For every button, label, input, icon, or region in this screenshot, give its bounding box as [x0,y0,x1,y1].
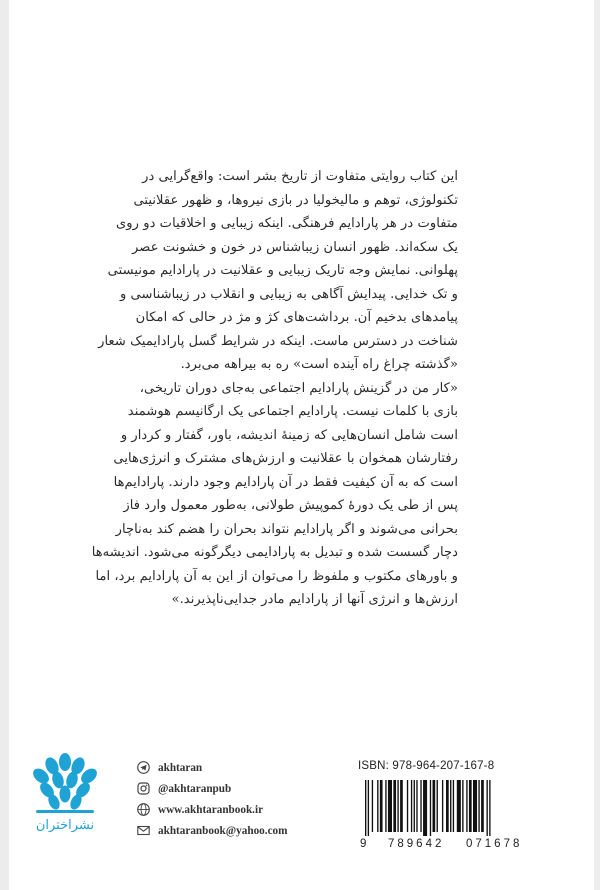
publisher-logo [30,752,100,833]
barcode-bar [411,780,412,832]
text-line: پس از طی یک دورهٔ کموپیش طولانی، به‌طور معمول وارد فاز [123,498,458,513]
instagram-icon [136,782,150,796]
barcode-right-digits: 071678 [466,838,523,850]
barcode-bar [453,780,454,832]
barcode-bar [365,780,366,836]
barcode-bar [489,780,490,836]
barcode-bar [462,780,463,832]
barcode-bar [393,780,396,832]
barcode-bar [457,780,461,832]
text-line: بحرانی می‌شوند و اگر پارادایم نتواند بحران را هضم کند به‌ناچار [115,521,458,537]
page-edge-right [594,0,600,890]
text-line: پیامدهای بدخیم آن. برداشت‌های کژ و مژ در حالی که امکان [135,310,458,325]
contact-website[interactable] [136,799,336,820]
barcode-bar [466,780,467,832]
text-line: این کتاب روایتی متفاوت از تاریخ بشر است: واقع‌گرایی در [142,169,458,184]
barcode-bar [469,780,472,832]
barcode-bar [420,780,421,832]
text-line: رفتارشان همخوان با عقلانیت و ارزش‌های مشترک و انرژی‌هایی [113,451,458,466]
barcode [363,780,540,836]
text-line: پهلوانی. نمایش وجه تاریک زیبایی و عقلانیت در پارادایم مونیستی [107,263,458,278]
contact-text: @akhtaranpub [158,782,232,795]
barcode-bar [414,780,415,832]
barcode-bar [423,780,427,836]
barcode-left-digits: 789642 [388,838,445,850]
paragraph-1 [98,165,458,377]
barcode-bar [478,780,479,832]
text-line: تکنولوژی، توهم و مالیخولیا در بازی نیروها، و ظهور عقلانیتی [133,192,458,208]
barcode-bar [385,780,386,832]
barcode-bar [388,780,392,832]
contact-email[interactable] [136,820,336,841]
barcode-bar [473,780,477,832]
barcode-bar [400,780,403,832]
barcode-bar [481,780,484,832]
barcode-bar [397,780,398,832]
text-line: دچار گسست شده و تبدیل به پارادایمی دیگرگونه می‌شود. اندیشه‌ها [91,545,458,560]
web-icon [136,803,150,817]
barcode-digits [360,838,545,852]
telegram-icon [136,761,150,775]
text-line: یک سکه‌اند. ظهور انسان زیباشناس در خون و خشونت عصر [132,239,458,255]
barcode-bar [442,780,443,832]
isbn-label: ISBN: 978-964-207-167-8 [358,760,495,772]
contact-list [136,757,336,841]
text-line: است شامل انسان‌هایی که زمینهٔ اندیشه، باور، گفتار و کردار و [120,427,458,443]
text-line: بازی با کلمات نیست. پارادایم اجتماعی یک ارگانیسم هوشمند [127,404,458,419]
page-edge-left [0,0,9,890]
barcode-lead-digit: 9 [360,838,367,850]
publisher-name: نشراختران [35,818,95,833]
barcode-bar [380,780,383,832]
contact-instagram[interactable] [136,778,336,799]
text-line: ارزش‌ها و انرژی آنها از پارادایم مادر جدایی‌ناپذیرند.» [171,592,458,607]
barcode-bar [430,780,431,836]
text-line: «کار من در گزینش پارادایم اجتماعی به‌جای دوران تاریخی، [139,380,458,396]
barcode-bar [416,780,417,832]
barcode-bar [433,780,436,832]
barcode-bar [446,780,449,832]
barcode-bar [368,780,369,836]
text-line: «گذشته چراغ راه آینده است» ره به بیراهه می‌برد. [180,357,458,372]
contact-telegram[interactable] [136,757,336,778]
contact-text: www.akhtaranbook.ir [158,803,264,816]
barcode-bar [487,780,488,836]
back-cover-text [91,165,458,612]
text-line: و باورهای مکتوب و ملفوظ را می‌توان از این به آن پارادایم برد، اما [95,568,458,584]
contact-text: akhtaran [158,761,203,774]
contact-text: akhtaranbook@yahoo.com [158,824,288,837]
barcode-bar [407,780,408,832]
barcode-bar [437,780,438,832]
paragraph-2 [91,377,458,612]
text-line: است که به آن کیفیت فقط در آن پارادایم وجود دارند. پارادایم‌ها [113,474,458,490]
email-icon [136,824,150,838]
text-line: متفاوت در هر پارادایم فرهنگی. اینکه زیبایی و اخلاقیات دو روی [115,216,458,231]
barcode-bar [450,780,451,832]
barcode-bar [377,780,378,832]
barcode-bar [372,780,373,832]
text-line: شناخت در دسترس ماست. اینکه در شرایط گسل پارادایمیک شعار [98,333,458,349]
text-line: و تک خدایی. پیدایش آگاهی به زیبایی و انقلاب در زیباشناسی و [119,286,458,302]
publisher-logo-icon [30,752,100,818]
